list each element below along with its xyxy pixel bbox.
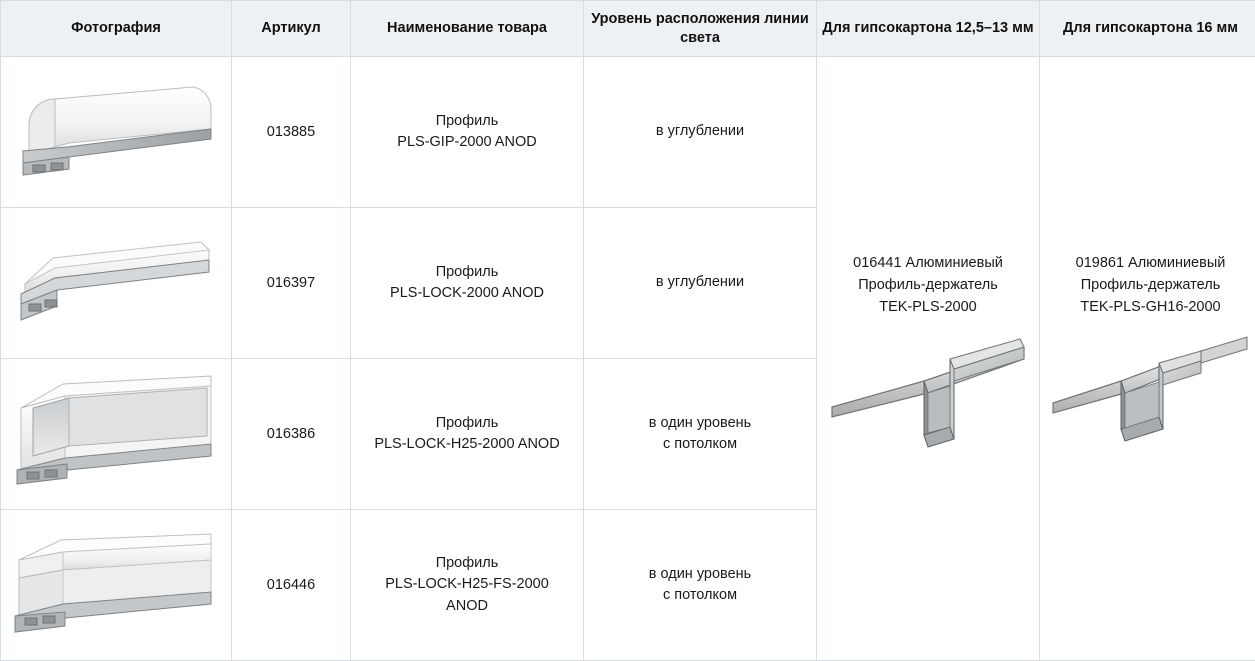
holder-caption-16: [1066, 253, 1236, 318]
light-level-line1: в один уровень: [584, 413, 816, 434]
column-header-level: Уровень расположения линии света: [584, 1, 817, 57]
holder-caption-125-line3: TEK-PLS-2000: [853, 297, 1003, 319]
product-name-line1: Профиль: [351, 413, 583, 434]
table-body: [1, 57, 1255, 661]
holder-cell-gkl-16: [1040, 57, 1255, 661]
profile-lock-h25-fs-cover-icon: [1, 510, 231, 660]
product-photo-cell: [1, 57, 232, 208]
holder-caption-125: [843, 253, 1013, 318]
product-name-line2: PLS-LOCK-H25-FS-2000: [351, 574, 583, 595]
light-level-line2: с потолком: [584, 434, 816, 455]
product-name-line1: Профиль: [351, 111, 583, 132]
holder-caption-125-line2: Профиль-держатель: [853, 275, 1003, 297]
table-row: [1, 57, 1255, 208]
product-name-line2: PLS-GIP-2000 ANOD: [351, 132, 583, 153]
product-photo-cell: [1, 208, 232, 359]
light-level-line1: в углублении: [584, 272, 816, 293]
holder-caption-16-line2: Профиль-держатель: [1076, 275, 1226, 297]
table-header: [1, 1, 1255, 57]
product-name-cell: [351, 359, 584, 510]
column-header-article: Артикул: [232, 1, 351, 57]
holder-caption-125-line1: 016441 Алюминиевый: [853, 253, 1003, 275]
product-name-line1: Профиль: [351, 262, 583, 283]
light-level-cell: [584, 208, 817, 359]
holder-cell-gkl-125: [817, 57, 1040, 661]
profile-gip-round-cover-icon: [1, 57, 231, 207]
product-name-line1: Профиль: [351, 553, 583, 574]
column-header-gkl-125: Для гипсокартона 12,5–13 мм: [817, 1, 1040, 57]
holder-bracket-125-icon: [828, 329, 1028, 464]
product-photo-cell: [1, 510, 232, 661]
article-value: 016397: [232, 208, 351, 359]
product-name-line2: PLS-LOCK-2000 ANOD: [351, 283, 583, 304]
column-header-name: Наименование товара: [351, 1, 584, 57]
product-name-line3: ANOD: [351, 596, 583, 617]
article-value: 016446: [232, 510, 351, 661]
article-value: 013885: [232, 57, 351, 208]
profile-lock-flat-cover-icon: [1, 208, 231, 358]
light-level-cell: [584, 510, 817, 661]
column-header-gkl-16: Для гипсокартона 16 мм: [1040, 1, 1255, 57]
product-name-cell: [351, 510, 584, 661]
holder-bracket-16-icon: [1051, 329, 1251, 464]
article-value: 016386: [232, 359, 351, 510]
light-level-cell: [584, 57, 817, 208]
product-name-line2: PLS-LOCK-H25-2000 ANOD: [351, 434, 583, 455]
profile-lock-h25-open-icon: [1, 359, 231, 509]
product-name-cell: [351, 57, 584, 208]
light-level-line1: в углублении: [584, 121, 816, 142]
light-level-cell: [584, 359, 817, 510]
product-photo-cell: [1, 359, 232, 510]
column-header-photo: Фотография: [1, 1, 232, 57]
light-level-line2: с потолком: [584, 585, 816, 606]
product-name-cell: [351, 208, 584, 359]
header-row: [1, 1, 1255, 57]
holder-caption-16-line1: 019861 Алюминиевый: [1076, 253, 1226, 275]
light-level-line1: в один уровень: [584, 564, 816, 585]
holder-caption-16-line3: TEK-PLS-GH16-2000: [1076, 297, 1226, 319]
